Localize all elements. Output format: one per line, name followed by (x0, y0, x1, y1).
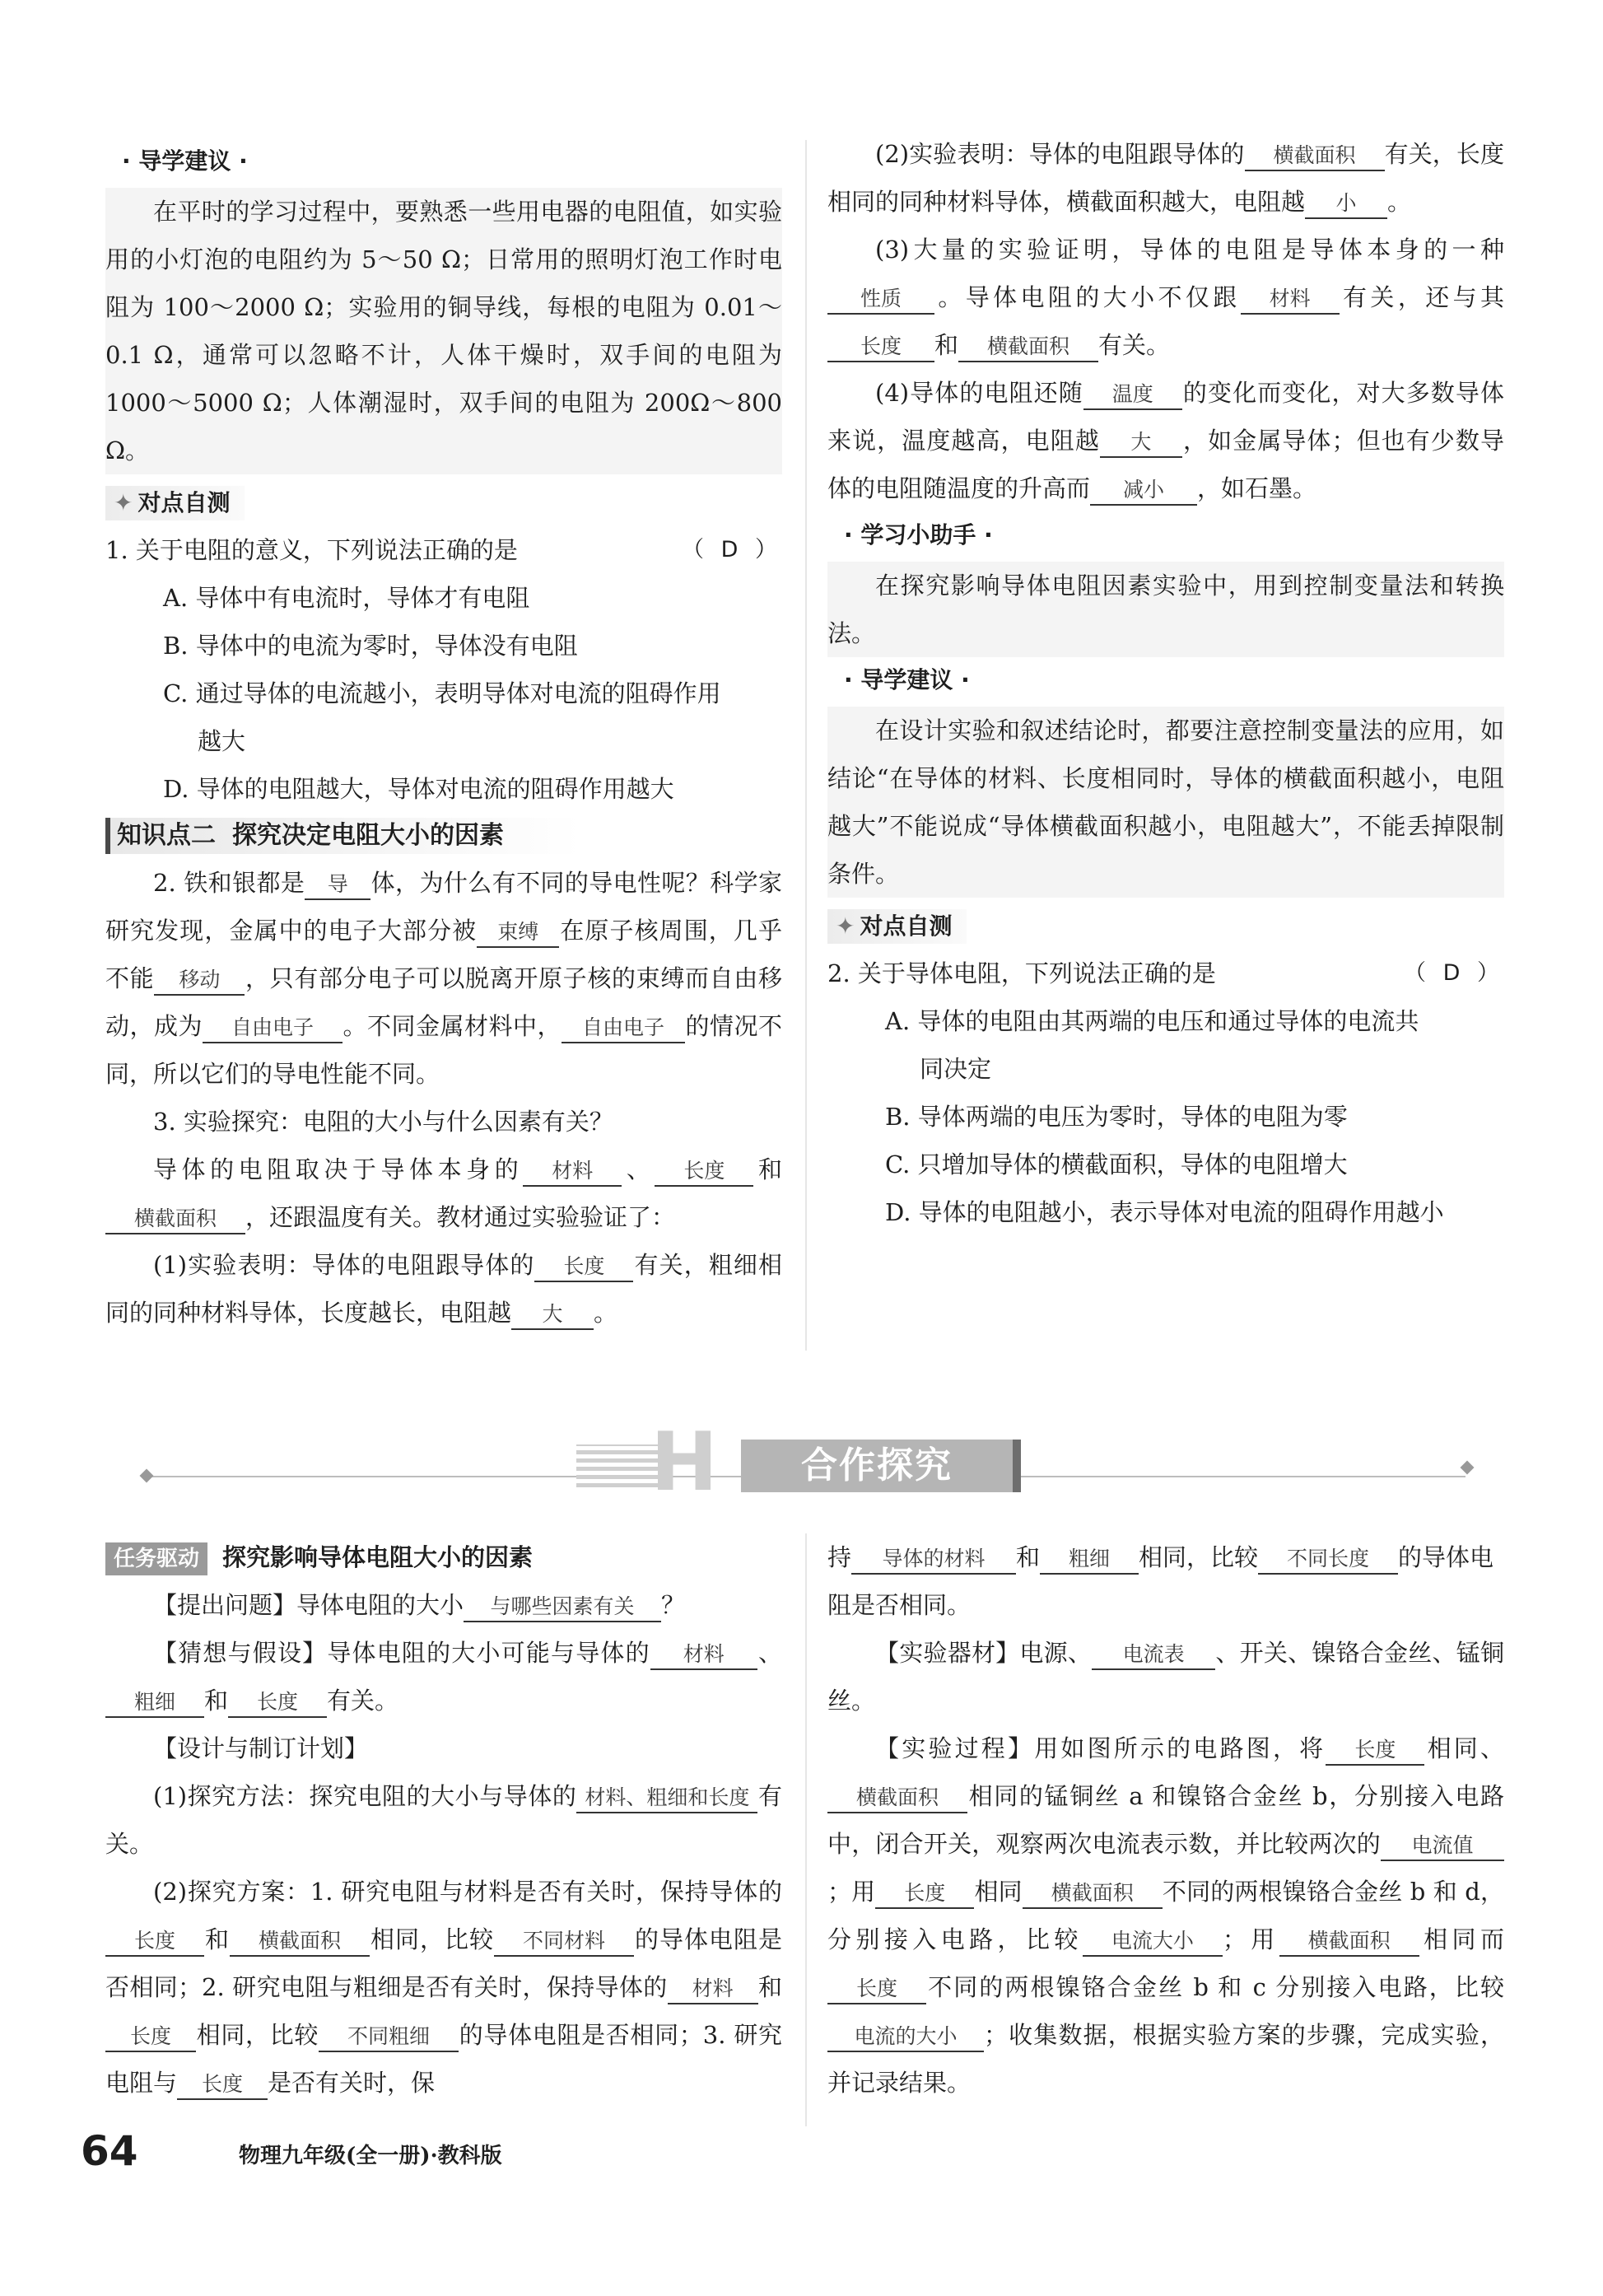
answer-blank: 小 (1305, 189, 1387, 219)
text: 、 (757, 1639, 782, 1667)
text: 有关。 (1098, 331, 1171, 359)
text: 相同 (974, 1878, 1023, 1906)
diamond-icon (140, 1469, 154, 1483)
text: 。 (594, 1299, 618, 1327)
q1-stem-text: 1. 关于电阻的意义，下列说法正确的是 (105, 536, 518, 564)
q2-option-a-cont: 同决定 (920, 1055, 992, 1083)
answer-blank: 粗细 (105, 1688, 204, 1718)
answer-blank: 导 (305, 870, 370, 900)
section-banner (148, 1416, 1482, 1514)
text: 有关。 (105, 1782, 782, 1858)
answer-blank: 横截面积 (827, 1784, 967, 1813)
selftest-tag (827, 909, 967, 944)
q1-option-b: B. 导体中的电流为零时，导体没有电阻 (163, 632, 578, 660)
text: 和 (757, 1973, 782, 2001)
q1-stem (105, 526, 782, 574)
text: 持 (827, 1543, 852, 1571)
q1-option-a: A. 导体中有电流时，导体才有电阻 (163, 584, 530, 612)
selftest-label: 对点自测 (860, 912, 953, 940)
text: 在原子核周围，几乎不能 (105, 917, 782, 992)
answer-blank: 材料 (1241, 285, 1340, 315)
answer-blank: 长度 (827, 1975, 926, 2004)
text: 【提出问题】导体电阻的大小 (153, 1591, 464, 1619)
text: (1)实验表明：导体的电阻跟导体的 (153, 1251, 535, 1279)
text: 和 (1016, 1543, 1041, 1571)
text: (1)探究方法：探究电阻的大小与导体的 (153, 1782, 577, 1810)
text: 相同的锰铜丝 a 和镍铬合金丝 b，分别接入电路中，闭合开关，观察两次电流表示数，并比较两次的 (827, 1782, 1504, 1858)
text: 的导体电阻是否相同；2. 研究电阻与粗细是否有关时，保持导体的 (105, 1925, 782, 2001)
section-label: 知识点二 (117, 821, 216, 850)
text: 【实验过程】用如图所示的电路图，将 (875, 1734, 1326, 1762)
text: ；收集数据，根据实验方案的步骤，完成实验，并记录结果。 (827, 2021, 1504, 2097)
q2-option-d: D. 导体的电阻越小，表示导体对电流的阻碍作用越小 (885, 1198, 1444, 1226)
answer-blank: 长度 (1326, 1736, 1424, 1766)
text: 相同而 (1419, 1925, 1504, 1953)
banner-title: 合作探究 (741, 1440, 1021, 1492)
text: 有关。 (327, 1687, 399, 1715)
helper-tag: · 学习小助手 · (844, 521, 993, 548)
answer-blank: 横截面积 (230, 1927, 370, 1957)
answer-blank: 电流大小 (1083, 1927, 1223, 1957)
text: (2)探究方案：1. 研究电阻与材料是否有关时，保持导体的 (153, 1878, 782, 1906)
answer-blank: 横截面积 (1279, 1927, 1419, 1957)
answer-blank: 温度 (1083, 380, 1182, 410)
text: 、 (622, 1155, 655, 1183)
text: ；用 (1222, 1925, 1279, 1953)
text: ；用 (827, 1878, 876, 1906)
text: 相同，比较 (370, 1925, 494, 1953)
answer-blank: 长度 (534, 1253, 633, 1282)
text: (3)大量的实验证明，导体的电阻是导体本身的一种 (875, 236, 1504, 264)
text: 有关，还与其 (1339, 283, 1504, 311)
answer-blank: 长度 (655, 1157, 753, 1187)
answer-blank: 大 (511, 1300, 594, 1330)
answer-blank: 移动 (154, 966, 245, 996)
text: 不同的两根镍铬合金丝 b 和 d，分别接入电路，比较 (827, 1878, 1504, 1953)
plan-heading: 【设计与制订计划】 (153, 1734, 369, 1762)
column-divider (805, 1533, 807, 2126)
selftest-label: 对点自测 (137, 489, 231, 516)
text: 和 (934, 331, 959, 359)
q2-paragraph (105, 859, 782, 1098)
column-divider (805, 140, 807, 1351)
section-title: 探究决定电阻大小的因素 (232, 821, 504, 850)
scheme-paragraph (105, 1868, 782, 2107)
text: 和 (204, 1925, 230, 1953)
text: 是否有关时，保 (268, 2069, 436, 2097)
book-title: 物理九年级(全一册)·教科版 (239, 2144, 502, 2168)
text: (4)导体的电阻还随 (875, 379, 1083, 407)
task-title: 探究影响导体电阻大小的因素 (222, 1543, 534, 1571)
q2-answer: （ D ） (1404, 960, 1504, 986)
guide-tag: · 导学建议 · (122, 147, 248, 175)
s3-paragraph (827, 226, 1504, 369)
banner-letter: H (650, 1416, 719, 1510)
task-tag: 任务驱动 (105, 1542, 207, 1575)
answer-blank: 大 (1100, 428, 1182, 458)
sparkle-icon: ✦ (114, 489, 133, 516)
text: 、开关、镍铬合金丝、锰铜丝。 (827, 1639, 1504, 1715)
answer-blank: 不同长度 (1258, 1545, 1398, 1575)
text: 的导体电阻是否相同。 (827, 1543, 1494, 1619)
answer-blank: 自由电子 (203, 1014, 343, 1043)
answer-blank: 性质 (827, 285, 934, 315)
answer-blank: 导体的材料 (851, 1545, 1016, 1575)
section-heading (105, 818, 782, 854)
text: 的导体电阻是否相同；3. 研究电阻与 (105, 2021, 782, 2097)
bottom-left-column (105, 1533, 782, 2107)
answer-blank: 不同材料 (494, 1927, 634, 1957)
text: 。 (1387, 188, 1412, 216)
text: 【实验器材】电源、 (875, 1639, 1093, 1667)
text: 。不同金属材料中， (343, 1012, 562, 1040)
compare-paragraph (827, 1533, 1504, 1629)
text: ，只有部分电子可以脱离开原子核的束缚而自由移动，成为 (105, 964, 782, 1040)
answer-blank: 长度 (105, 2023, 196, 2052)
answer-blank: 电流表 (1092, 1640, 1215, 1670)
task-heading (105, 1533, 782, 1581)
text: 有关，长度相同的同种材料导体，横截面积越大，电阻越 (827, 140, 1504, 216)
selftest-tag (105, 486, 245, 520)
answer-blank: 与哪些因素有关 (464, 1593, 661, 1622)
answer-blank: 横截面积 (1245, 142, 1385, 171)
text: ，还跟温度有关。教材通过实验验证了： (245, 1203, 676, 1231)
answer-blank: 材料、粗细和长度 (576, 1784, 757, 1813)
top-left-column (105, 138, 782, 1337)
q1-option-d: D. 导体的电阻越大，导体对电流的阻碍作用越大 (163, 775, 674, 803)
text: 相同，比较 (196, 2021, 319, 2049)
sparkle-icon: ✦ (836, 912, 855, 940)
s2-paragraph (827, 130, 1504, 226)
answer-blank: 电流的大小 (827, 2023, 984, 2052)
q2-stem-text: 2. 关于导体电阻，下列说法正确的是 (827, 959, 1216, 987)
text: 有关，粗细相同的同种材料导体，长度越长，电阻越 (105, 1251, 782, 1327)
text: ，如金属导体；但也有少数导体的电阻随温度的升高而 (827, 427, 1504, 502)
bottom-right-column (827, 1533, 1504, 2107)
answer-blank: 横截面积 (1023, 1879, 1163, 1909)
answer-blank: 材料 (523, 1157, 622, 1187)
answer-blank: 束缚 (477, 918, 559, 948)
q1-option-c-cont: 越大 (198, 727, 246, 755)
q2-option-b: B. 导体两端的电压为零时，导体的电阻为零 (885, 1103, 1348, 1131)
guide-tag: · 导学建议 · (844, 666, 970, 693)
text: 不同的两根镍铬合金丝 b 和 c 分别接入电路，比较 (926, 1973, 1504, 2001)
q3-stem: 3. 实验探究：电阻的大小与什么因素有关？ (153, 1108, 613, 1136)
answer-blank: 粗细 (1040, 1545, 1139, 1575)
helper-text: 在探究影响导体电阻因素实验中，用到控制变量法和转换法。 (827, 562, 1504, 657)
text: 的情况不同，所以它们的导电性能不同。 (105, 1012, 782, 1088)
answer-blank: 长度 (177, 2070, 268, 2100)
q3-paragraph (105, 1146, 782, 1241)
q2-option-a: A. 导体的电阻由其两端的电压和通过导体的电流共 (885, 1007, 1419, 1035)
text: ？ (661, 1591, 686, 1619)
text: (2)实验表明：导体的电阻跟导体的 (875, 140, 1245, 168)
text: 【猜想与假设】导体电阻的大小可能与导体的 (153, 1639, 650, 1667)
process-paragraph (827, 1724, 1504, 2107)
answer-blank: 不同粗细 (319, 2023, 459, 2052)
text: 和 (753, 1155, 782, 1183)
answer-blank: 长度 (827, 333, 934, 362)
question-paragraph (105, 1581, 782, 1629)
hypothesis-paragraph (105, 1629, 782, 1724)
guide-text: 在平时的学习过程中，要熟悉一些用电器的电阻值，如实验用的小灯泡的电阻约为 5～50 Ω；日常用的照明灯泡工作时电阻为 100～2000 Ω；实验用的铜导线，每根的电阻为 0.01～0.1 Ω，通常可以忽略不计，人体干燥时，双手间的电阻为 1000～5000 Ω；人体潮湿时，双手间的电阻为 200Ω～800 Ω。 (105, 188, 782, 474)
q3-sub1 (105, 1241, 782, 1337)
banner-stripes (576, 1444, 659, 1487)
method-paragraph (105, 1772, 782, 1868)
answer-blank: 长度 (105, 1927, 204, 1957)
text: 体，为什么有不同的导电性呢？科学家研究发现，金属中的电子大部分被 (105, 869, 782, 945)
answer-blank: 材料 (650, 1640, 757, 1670)
answer-blank: 电流值 (1381, 1832, 1504, 1861)
answer-blank: 横截面积 (958, 333, 1098, 362)
q2-option-c: C. 只增加导体的横截面积，导体的电阻增大 (885, 1150, 1348, 1178)
page-number: 64 (81, 2127, 138, 2175)
answer-blank: 长度 (228, 1688, 327, 1718)
answer-blank: 材料 (668, 1975, 758, 2004)
top-right-column (827, 130, 1504, 1236)
diamond-icon (1461, 1461, 1475, 1475)
q2-stem (827, 950, 1504, 997)
text: 和 (204, 1687, 229, 1715)
q1-answer: （ D ） (682, 537, 782, 562)
answer-blank: 减小 (1090, 476, 1197, 506)
text: 。导体电阻的大小不仅跟 (934, 283, 1241, 311)
answer-blank: 自由电子 (562, 1014, 685, 1043)
guide-text: 在设计实验和叙述结论时，都要注意控制变量法的应用，如结论“在导体的材料、长度相同时，导体的横截面积越小，电阻越大”不能说成“导体横截面积越小，电阻越大”，不能丢掉限制条件。 (827, 707, 1504, 898)
s4-paragraph (827, 369, 1504, 512)
text: 相同，比较 (1139, 1543, 1259, 1571)
text: ，如石墨。 (1197, 474, 1317, 502)
equipment-paragraph (827, 1629, 1504, 1724)
answer-blank: 长度 (875, 1879, 974, 1909)
text: 的变化而变化，对大多数导体来说，温度越高，电阻越 (827, 379, 1504, 455)
text: 相同、 (1424, 1734, 1504, 1762)
text: 2. 铁和银都是 (153, 869, 305, 897)
q1-option-c: C. 通过导体的电流越小，表明导体对电流的阻碍作用 (163, 679, 721, 707)
answer-blank: 横截面积 (105, 1205, 245, 1234)
text: 导体的电阻取决于导体本身的 (153, 1155, 524, 1183)
